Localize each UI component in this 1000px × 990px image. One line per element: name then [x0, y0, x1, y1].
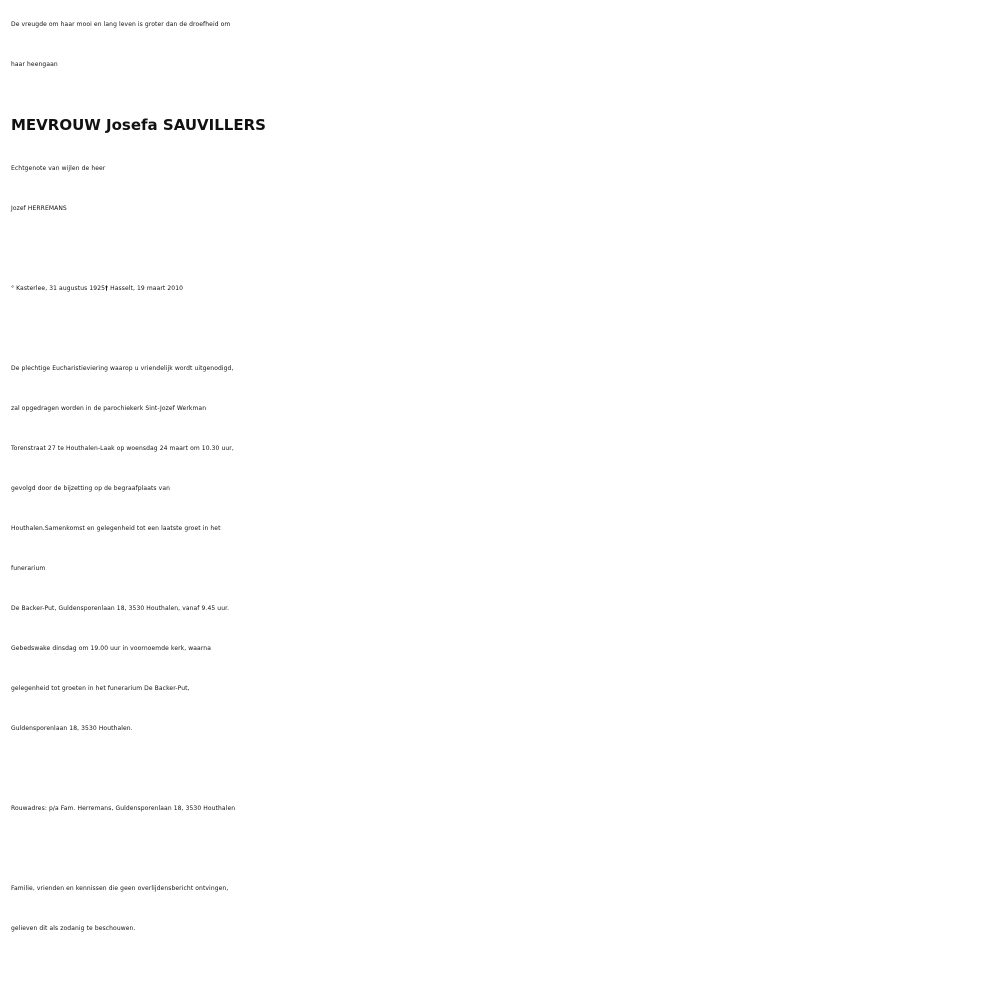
ceremony-line: gevolgd door de bijzetting op de begraafplaats van — [11, 485, 170, 492]
ceremony-line: funerarium — [11, 565, 46, 572]
death-date: Hasselt, 19 maart 2010 — [108, 285, 184, 292]
cross-icon: † — [105, 285, 109, 292]
spacer — [11, 829, 1000, 869]
mourning-address: Rouwadres: p/a Fam. Herremans, Guldensporenlaan 18, 3530 Houthalen — [11, 805, 236, 812]
intro-line-2: haar heengaan — [11, 61, 58, 68]
spouse-info — [11, 149, 1000, 229]
ceremony-line: gelegenheid tot groeten in het funerarium De Backer-Put, — [11, 685, 190, 692]
ceremony-line: zal opgedragen worden in de parochiekerk Sint-Jozef Werkman — [11, 405, 207, 412]
closing-text — [11, 869, 1000, 949]
ceremony-line: Torenstraat 27 te Houthalen-Laak op woensdag 24 maart om 10.30 uur, — [11, 445, 234, 452]
deceased-name: MEVROUW Josefa SAUVILLERS — [11, 116, 266, 134]
intro-line-1: De vreugde om haar mooi en lang leven is groter dan de droefheid om — [11, 21, 231, 28]
closing-line-2: gelieven dit als zodanig te beschouwen. — [11, 925, 136, 932]
birth-date: ° Kasterlee, 31 augustus 1925 — [11, 285, 106, 292]
ceremony-line: Houthalen.Samenkomst en gelegenheid tot een laatste groet in het — [11, 525, 221, 532]
spacer — [11, 749, 1000, 789]
closing-line-1: Familie, vrienden en kennissen die geen overlijdensbericht ontvingen, — [11, 885, 229, 892]
birth-death-dates — [11, 269, 1000, 309]
ceremony-line: Gebedswake dinsdag om 19.00 uur in voornoemde kerk, waarna — [11, 645, 211, 652]
spacer — [11, 229, 1000, 269]
spacer — [11, 309, 1000, 349]
ceremony-line: Guldensporenlaan 18, 3530 Houthalen. — [11, 725, 133, 732]
intro-text — [11, 5, 1000, 85]
spouse-line-2: Jozef HERREMANS — [11, 205, 67, 212]
ceremony-line: De Backer-Put, Guldensporenlaan 18, 3530 Houthalen, vanaf 9.45 uur. — [11, 605, 230, 612]
ceremony-line: De plechtige Eucharistieviering waarop u vriendelijk wordt uitgenodigd, — [11, 365, 234, 372]
spouse-line-1: Echtgenote van wijlen de heer — [11, 165, 106, 172]
ceremony-text — [11, 349, 1000, 749]
